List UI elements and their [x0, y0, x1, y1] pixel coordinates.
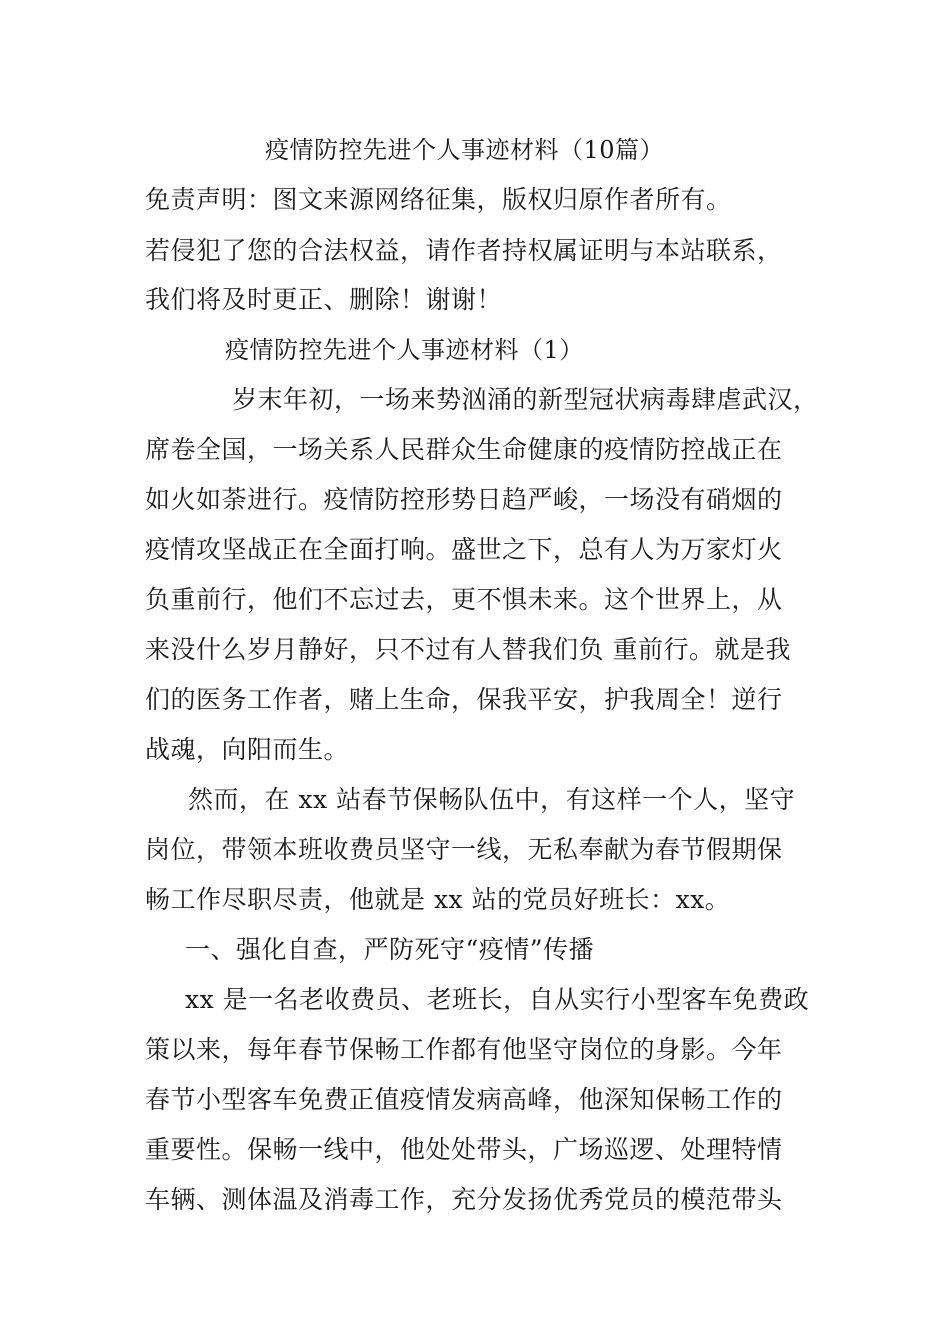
paragraph-line: 战魂，向阳而生。	[145, 735, 350, 764]
disclaimer-line: 我们将及时更正、删除！谢谢！	[145, 285, 503, 314]
paragraph-line: 如火如荼进行。疫情防控形势日趋严峻，一场没有硝烟的	[145, 485, 783, 514]
paragraph-line: 然而，在 xx 站春节保畅队伍中，有这样一个人，坚守	[188, 785, 796, 814]
disclaimer-line: 免责声明：图文来源网络征集，版权归原作者所有。	[145, 185, 732, 214]
paragraph-line: 岗位，带领本班收费员坚守一线，无私奉献为春节假期保	[145, 835, 783, 864]
paragraph-line: 岁末年初，一场来势汹涌的新型冠状病毒肆虐武汉，	[232, 385, 819, 414]
paragraph-line: 重要性。保畅一线中，他处处带头，广场巡逻、处理特情	[145, 1135, 783, 1164]
paragraph-line: 席卷全国，一场关系人民群众生命健康的疫情防控战正在	[145, 435, 783, 464]
disclaimer-line: 若侵犯了您的合法权益，请作者持权属证明与本站联系，	[145, 236, 783, 265]
paragraph-line: 负重前行，他们不忘过去，更不惧未来。这个世界上，从	[145, 585, 783, 614]
paragraph-line: 春节小型客车免费正值疫情发病高峰，他深知保畅工作的	[145, 1085, 783, 1114]
paragraph-line: xx 是一名老收费员、老班长，自从实行小型客车免费政	[185, 985, 810, 1014]
paragraph-line: 车辆、测体温及消毒工作，充分发扬优秀党员的模范带头	[145, 1185, 783, 1214]
section-title: 疫情防控先进个人事迹材料（1）	[225, 336, 584, 364]
document-title: 疫情防控先进个人事迹材料（10篇）	[265, 136, 665, 164]
paragraph-line: 来没什么岁月静好，只不过有人替我们负 重前行。就是我	[145, 635, 791, 664]
paragraph-line: 畅工作尽职尽责，他就是 xx 站的党员好班长：xx。	[145, 885, 731, 914]
section-heading: 一、强化自查，严防死守“疫情”传播	[185, 935, 595, 964]
paragraph-line: 们的医务工作者，赌上生命，保我平安，护我周全！逆行	[145, 685, 783, 714]
paragraph-line: 策以来，每年春节保畅工作都有他坚守岗位的身影。今年	[145, 1035, 783, 1064]
paragraph-line: 疫情攻坚战正在全面打响。盛世之下，总有人为万家灯火	[145, 535, 783, 564]
